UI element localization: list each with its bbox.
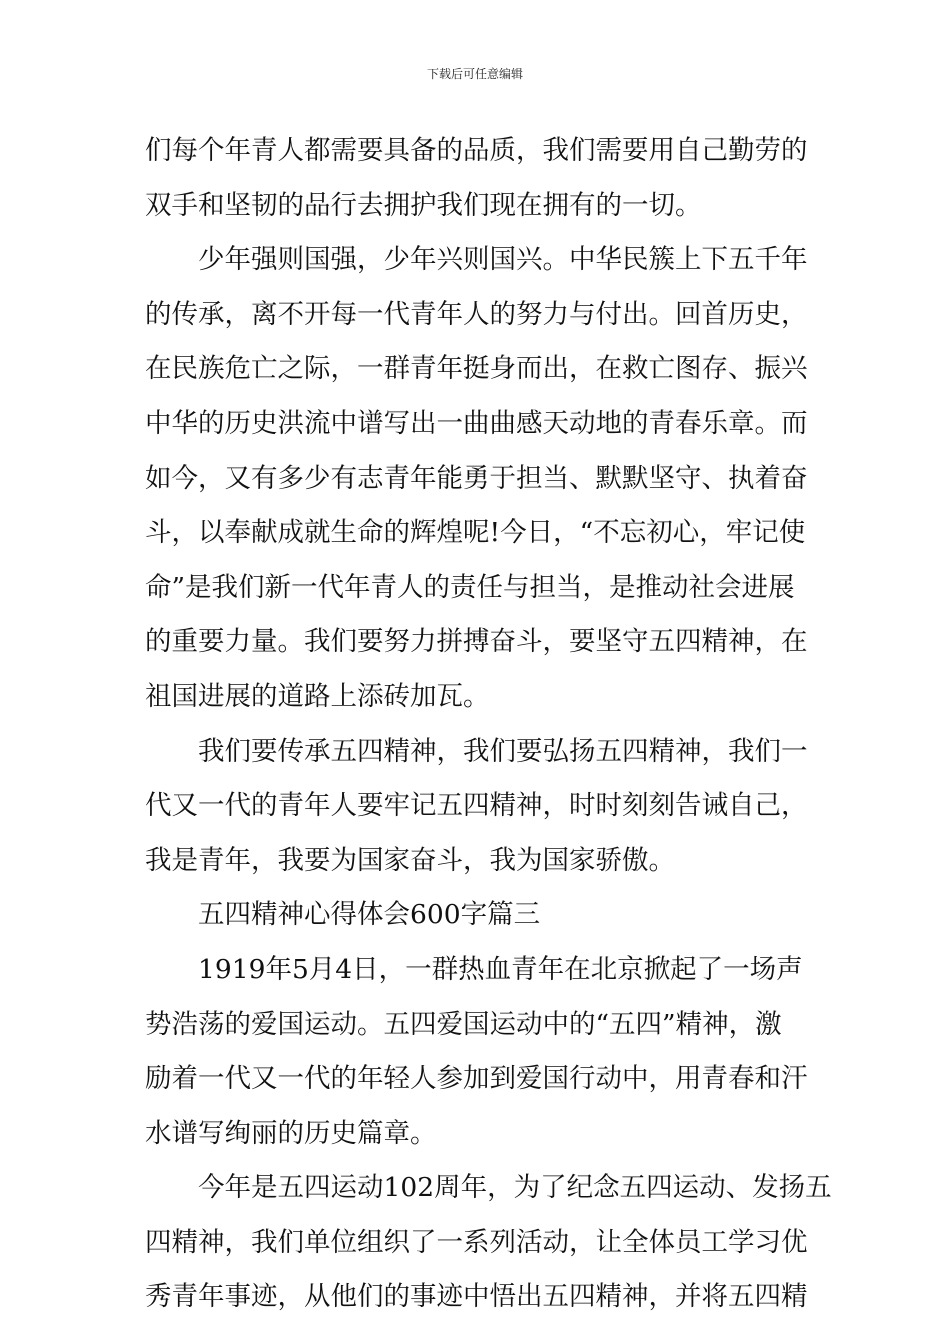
text-line: 少年强则国强，少年兴则国兴。中华民簇上下五千年: [198, 244, 808, 276]
text-line: 祖国进展的道路上添砖加瓦。: [145, 680, 490, 712]
text-line: 1919年5月4日，一群热血青年在北京掀起了一场声: [198, 953, 803, 985]
text-line: 命”是我们新一代年青人的责任与担当，是推动社会进展: [145, 571, 795, 603]
text-line: 我是青年，我要为国家奋斗，我为国家骄傲。: [145, 844, 675, 876]
text-line: 我们要传承五四精神，我们要弘扬五四精神，我们一: [198, 735, 808, 767]
section-heading: [145, 888, 810, 943]
paragraph-anniversary: [145, 1161, 832, 1325]
section-title: 五四精神心得体会600字篇三: [198, 899, 541, 931]
text-line: 中华的历史洪流中谱写出一曲曲感天动地的青春乐章。而: [145, 407, 808, 439]
header-text: 下载后可任意编辑: [426, 67, 523, 81]
text-line: 斗，以奉献成就生命的辉煌呢!今日，“不忘初心，牢记使: [145, 517, 806, 549]
paragraph-inherit-spirit: [145, 725, 810, 889]
text-line: 势浩荡的爱国运动。五四爱国运动中的“五四”精神，激: [145, 1008, 782, 1040]
paragraph-youth-strength: [145, 233, 810, 724]
text-line: 双手和坚韧的品行去拥护我们现在拥有的一切。: [145, 189, 702, 221]
page-header: [0, 66, 950, 82]
document-body: [145, 124, 832, 1325]
text-line: 如今，又有多少有志青年能勇于担当、默默坚守、执着奋: [145, 462, 808, 494]
text-line: 代又一代的青年人要牢记五四精神，时时刻刻告诫自己，: [145, 790, 808, 822]
text-line: 四精神，我们单位组织了一系列活动，让全体员工学习优: [145, 1226, 808, 1258]
text-line: 今年是五四运动102周年，为了纪念五四运动、发扬五: [198, 1172, 832, 1204]
text-line: 们每个年青人都需要具备的品质，我们需要用自己勤劳的: [145, 135, 808, 166]
text-line: 水谱写绚丽的历史篇章。: [145, 1117, 437, 1149]
paragraph-1919: [145, 943, 810, 1161]
text-line: 励着一代又一代的年轻人参加到爱国行动中，用青春和汗: [145, 1063, 808, 1095]
text-line: 的重要力量。我们要努力拼搏奋斗，要坚守五四精神，在: [145, 626, 808, 658]
text-line: 秀青年事迹，从他们的事迹中悟出五四精神，并将五四精: [145, 1281, 808, 1313]
text-line: 在民族危亡之际，一群青年挺身而出，在救亡图存、振兴: [145, 353, 808, 385]
text-line: 的传承，离不开每一代青年人的努力与付出。回首历史，: [145, 298, 808, 330]
paragraph-continuation: [145, 124, 810, 233]
